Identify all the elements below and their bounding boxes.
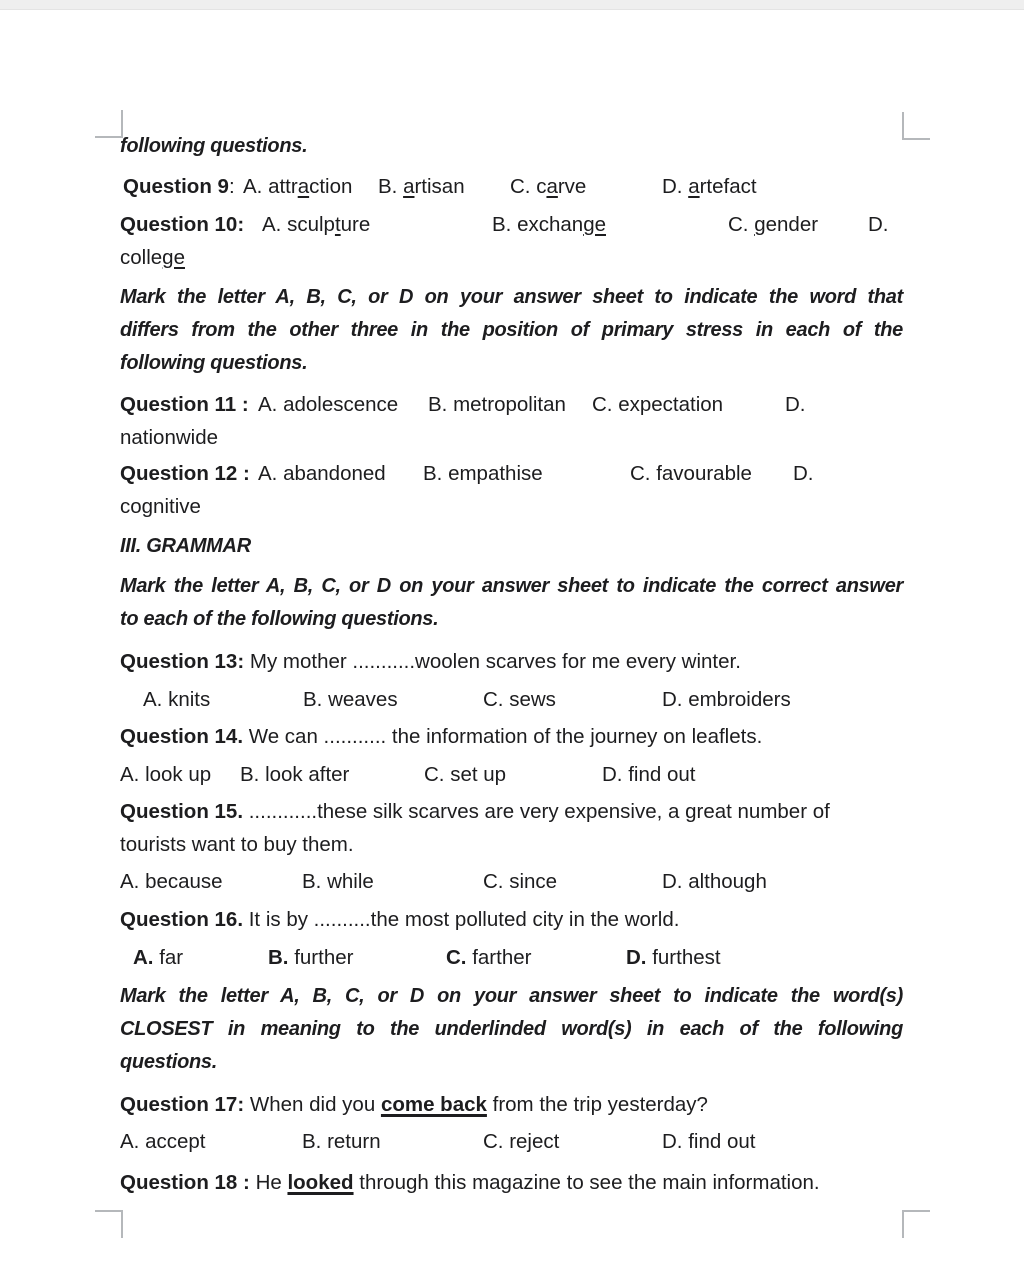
question-15-label: Question 15. <box>120 800 244 823</box>
question-10-wrap <box>120 241 903 274</box>
option-post: rtisan <box>414 175 465 198</box>
instruction-line: to each of the following questions. <box>120 608 439 630</box>
instruction-line: CLOSEST in meaning to the underlinded word(s) in each of the following <box>120 1018 903 1040</box>
question-17 <box>120 1088 903 1121</box>
grammar-heading: III. GRAMMAR <box>120 535 251 557</box>
crop-mark-top-left <box>95 110 123 138</box>
question-13-option-d: D. embroiders <box>662 688 791 711</box>
question-14 <box>120 720 903 753</box>
question-14-option-b: B. look after <box>240 763 350 786</box>
option-tag: A. <box>262 213 282 236</box>
question-16-option-d <box>626 941 721 974</box>
question-18 <box>120 1166 903 1199</box>
option-tag: C. <box>446 946 467 969</box>
intro-tail-line <box>120 130 903 163</box>
option-tag: B. <box>268 946 289 969</box>
option-underlined: t <box>334 213 341 236</box>
option-pre: exchan <box>517 213 584 236</box>
question-16-label: Question 16. <box>120 908 244 931</box>
crop-mark-bottom-right <box>902 1210 930 1238</box>
option-tag: C. <box>728 213 749 236</box>
option-post: ure <box>340 213 371 236</box>
document-content <box>120 10 903 1199</box>
crop-mark-bottom-left <box>95 1210 123 1238</box>
question-9-label: Question 9 <box>123 175 229 198</box>
question-15-option-d: D. although <box>662 870 767 893</box>
question-17-option-d: D. find out <box>662 1130 756 1153</box>
question-11-label: Question 11 : <box>120 393 249 416</box>
question-10-option-b <box>492 208 606 241</box>
stress-instruction <box>120 281 903 380</box>
option-underlined: a <box>297 175 310 198</box>
question-10-label: Question 10: <box>120 213 245 236</box>
closest-instruction <box>120 980 903 1079</box>
question-15-option-a: A. because <box>120 870 223 893</box>
question-17-option-a: A. accept <box>120 1130 206 1153</box>
question-12-option-b: B. empathise <box>423 462 543 485</box>
question-12-option-c: C. favourable <box>630 462 752 485</box>
grammar-instruction <box>120 570 903 636</box>
question-11-option-d: D. <box>785 393 806 416</box>
question-17-pre: When did you <box>249 1093 381 1116</box>
question-12-label: Question 12 : <box>120 462 250 485</box>
document-page[interactable] <box>0 10 1024 1279</box>
question-11-wrap: nationwide <box>120 426 219 449</box>
question-9-option-a <box>243 170 352 203</box>
question-9-sep: : <box>228 175 235 198</box>
option-tag: A. <box>133 946 154 969</box>
question-12-wrap: cognitive <box>120 495 201 518</box>
option-underlined: a <box>403 175 415 198</box>
question-15-option-c: C. since <box>483 870 558 893</box>
question-17-option-c: C. reject <box>483 1130 560 1153</box>
question-16-options <box>120 941 903 974</box>
question-10-option-c <box>728 208 818 241</box>
option-underlined: a <box>546 175 558 198</box>
instruction-line: Mark the letter A, B, C, or D on your answer sheet to indicate the correct answer <box>120 575 903 597</box>
question-13-option-a: A. knits <box>143 688 211 711</box>
question-15-options <box>120 865 903 898</box>
question-14-text: We can ........... the information of the journey on leaflets. <box>248 725 763 748</box>
question-14-option-d: D. find out <box>602 763 696 786</box>
question-12-option-d: D. <box>793 462 814 485</box>
option-word: further <box>288 946 354 969</box>
wrap-underlined: ge <box>162 246 185 269</box>
question-11-option-a: A. adolescence <box>258 393 399 416</box>
intro-tail-text: following questions. <box>120 135 308 157</box>
question-10-option-a <box>262 208 370 241</box>
question-14-option-c: C. set up <box>424 763 507 786</box>
wrap-pre: colle <box>120 246 163 269</box>
top-bar <box>0 0 1024 10</box>
question-13 <box>120 645 903 678</box>
option-post: rve <box>557 175 587 198</box>
option-tag: B. <box>378 175 398 198</box>
question-11 <box>120 388 903 421</box>
option-pre: attr <box>268 175 298 198</box>
option-tag: A. <box>243 175 263 198</box>
instruction-line: following questions. <box>120 352 308 374</box>
instruction-line: differs from the other three in the position of primary stress in each of the <box>120 319 903 341</box>
question-9 <box>120 170 903 203</box>
question-9-option-d <box>662 170 757 203</box>
question-17-options <box>120 1125 903 1158</box>
question-15-text-line1: ............these silk scarves are very expensive, a great number of <box>248 800 830 823</box>
question-17-post: from the trip yesterday? <box>486 1093 708 1116</box>
option-tag: D. <box>868 213 889 236</box>
instruction-line: Mark the letter A, B, C, or D on your answer sheet to indicate the word(s) <box>120 985 903 1007</box>
option-tag: C. <box>510 175 531 198</box>
question-9-option-b <box>378 170 465 203</box>
crop-mark-top-right <box>902 112 930 140</box>
option-underlined: a <box>688 175 700 198</box>
question-13-option-c: C. sews <box>483 688 556 711</box>
option-word: farther <box>466 946 532 969</box>
question-18-label: Question 18 : <box>120 1171 250 1194</box>
question-16-option-a <box>133 941 183 974</box>
question-17-underlined: come back <box>380 1093 487 1116</box>
question-10 <box>120 208 903 241</box>
option-tag: B. <box>492 213 512 236</box>
question-16-option-c <box>446 941 531 974</box>
question-16-text: It is by ..........the most polluted city in the world. <box>248 908 680 931</box>
question-16 <box>120 903 903 936</box>
question-15-text-line2: tourists want to buy them. <box>120 833 354 856</box>
question-13-label: Question 13: <box>120 650 245 673</box>
question-10-option-d <box>868 208 889 241</box>
option-word: far <box>153 946 184 969</box>
question-14-options <box>120 758 903 791</box>
option-tag: D. <box>626 946 647 969</box>
question-12-option-a: A. abandoned <box>258 462 386 485</box>
option-post: ender <box>765 213 819 236</box>
option-word: furthest <box>646 946 721 969</box>
question-13-option-b: B. weaves <box>303 688 398 711</box>
question-11-option-b: B. metropolitan <box>428 393 566 416</box>
question-14-label: Question 14. <box>120 725 244 748</box>
question-17-option-b: B. return <box>302 1130 381 1153</box>
question-18-pre: He <box>255 1171 288 1194</box>
question-12 <box>120 457 903 490</box>
question-13-options <box>120 683 903 716</box>
option-underlined: ge <box>583 213 606 236</box>
question-9-option-c <box>510 170 586 203</box>
instruction-line: questions. <box>120 1051 218 1073</box>
option-pre: sculp <box>287 213 335 236</box>
question-18-post: through this magazine to see the main information. <box>353 1171 820 1194</box>
option-pre: c <box>536 175 547 198</box>
question-17-label: Question 17: <box>120 1093 245 1116</box>
question-13-text: My mother ...........woolen scarves for me every winter. <box>249 650 741 673</box>
option-tag: D. <box>662 175 683 198</box>
question-18-underlined: looked <box>287 1171 354 1194</box>
instruction-line: Mark the letter A, B, C, or D on your answer sheet to indicate the word that <box>120 286 903 308</box>
question-15 <box>120 795 903 828</box>
option-post: rtefact <box>699 175 757 198</box>
option-underlined: g <box>754 213 766 236</box>
question-11-option-c: C. expectation <box>592 393 724 416</box>
question-15-option-b: B. while <box>302 870 374 893</box>
question-14-option-a: A. look up <box>120 763 212 786</box>
option-post: ction <box>309 175 353 198</box>
question-16-option-b <box>268 941 353 974</box>
